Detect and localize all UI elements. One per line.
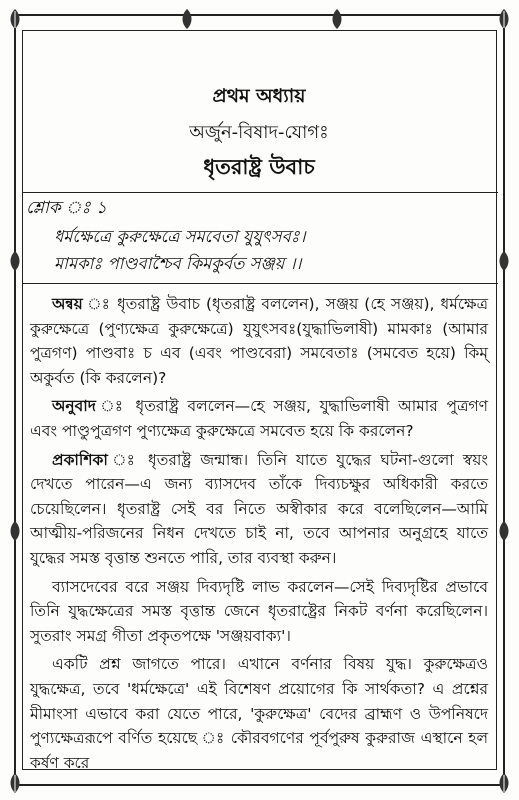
leaf-ornament-icon — [497, 8, 511, 30]
leaf-ornament-icon — [497, 772, 511, 794]
anubad-text: ঃ ধৃতরাষ্ট্র বললেন—হে সঞ্জয়, যুদ্ধাভিলাষী আমার পুত্রগণ এবং পাণ্ডুপুত্রগণ পুণ্যক্ষেত্র কুরুক্ষেত্রে সমবেত হয়ে কি করলেন? — [30, 397, 488, 440]
body-paragraph-2: ব্যাসদেবের বরে সঞ্জয় দিব্যদৃষ্টি লাভ করলেন—সেই দিব্যদৃষ্টির প্রভাবে তিনি যুদ্ধক্ষেত্রের সমস্ত বৃত্তান্ত জেনে ধৃতরাষ্ট্রের নিকট বর্ণনা করেছিলেন। সুতরাং সমগ্র গীতা প্রকৃতপক্ষে 'সঞ্জয়বাক্য'। — [30, 577, 488, 645]
anvaya-term: অন্বয় — [52, 295, 83, 313]
verse-label: শ্লোক ঃ ১ — [26, 198, 107, 218]
body-paragraph-3: একটি প্রশ্ন জাগতে পারে। এখানে বর্ণনার বিষয় যুদ্ধ। কুরুক্ষেত্রও যুদ্ধক্ষেত্র, তবে 'ধর্মক্ষেত্রে' এই বিশেষণ প্রয়োগের কি সার্থকতা? এ প্রশ্নের মীমাংসা এভাবে করা যেতে পারে, 'কুরুক্ষেত্র' বেদের ব্রাহ্মণ ও উপনিষদে পুণ্যক্ষেত্ররূপে বর্ণিত হয়েছে ঃ কৌরবগণের পূর্বপুরুষ কুরুরাজ এস্থানে হল কর্ষণ করে — [30, 655, 488, 772]
anubad-term: অনুবাদ — [52, 397, 96, 416]
speaker-heading: ধৃতরাষ্ট্র উবাচ — [203, 155, 315, 179]
chapter-subtitle: অর্জুন-বিষাদ-যোগঃ — [189, 122, 329, 143]
leaf-ornament-icon — [180, 8, 194, 30]
leaf-ornament-icon — [330, 8, 344, 30]
leaf-ornament-icon — [8, 772, 22, 794]
leaf-ornament-icon — [8, 8, 22, 30]
page-content — [26, 36, 488, 775]
prakashika-paragraph — [30, 448, 488, 571]
chapter-title: প্রথম অধ্যায় — [212, 85, 306, 107]
anvaya-paragraph — [30, 292, 488, 390]
verse-block — [22, 192, 498, 284]
anubad-paragraph — [30, 394, 488, 443]
verse-line-2: মামকাঃ পাণ্ডবাশ্চৈব কিমকুর্বত সঞ্জয় ।। — [54, 254, 302, 273]
leaf-ornament-icon — [497, 250, 511, 272]
prakashika-text: ঃ ধৃতরাষ্ট্র জন্মান্ধ। তিনি যাতে যুদ্ধের ঘটনা-গুলো স্বয়ং দেখতে পারেন—এ জন্য ব্যাসদেব তাঁকে দিব্যচক্ষুর অধিকারী করতে চেয়েছিলেন। ধৃতরাষ্ট্র সেই বর নিতে অস্বীকার করে বলেছিলেন—আমি আত্মীয়-পরিজনের নিধন দেখতে চাই না, তবে আপনার অনুগ্রহে যাতে যুদ্ধের সমস্ত বৃত্তান্ত শুনতে পারি, তার ব্যবস্থা করুন। — [30, 450, 488, 567]
anvaya-text: ঃ ধৃতরাষ্ট্র উবাচ (ধৃতরাষ্ট্র বললেন), সঞ্জয় (হে সঞ্জয়), ধর্মক্ষেত্র কুরুক্ষেত্রে (পুণ্যক্ষেত্র কুরুক্ষেত্রে) যুযুৎসবঃ(যুদ্ধাভিলাষী) মামকাঃ (আমার পুত্রগণ) পাণ্ডবাঃ চ এব (এবং পাণ্ডবেরা) সমবেতাঃ (সমবেত হয়ে) কিম্ অকুর্বত (কি করলেন)? — [30, 295, 488, 387]
verse-line-1: ধর্মক্ষেত্রে কুরুক্ষেত্রে সমবেতা যুযুৎসবঃ। — [54, 227, 306, 246]
prakashika-term: প্রকাশিকা — [52, 450, 108, 469]
leaf-ornament-icon — [8, 250, 22, 272]
leaf-ornament-icon — [497, 520, 511, 542]
leaf-ornament-icon — [8, 520, 22, 542]
